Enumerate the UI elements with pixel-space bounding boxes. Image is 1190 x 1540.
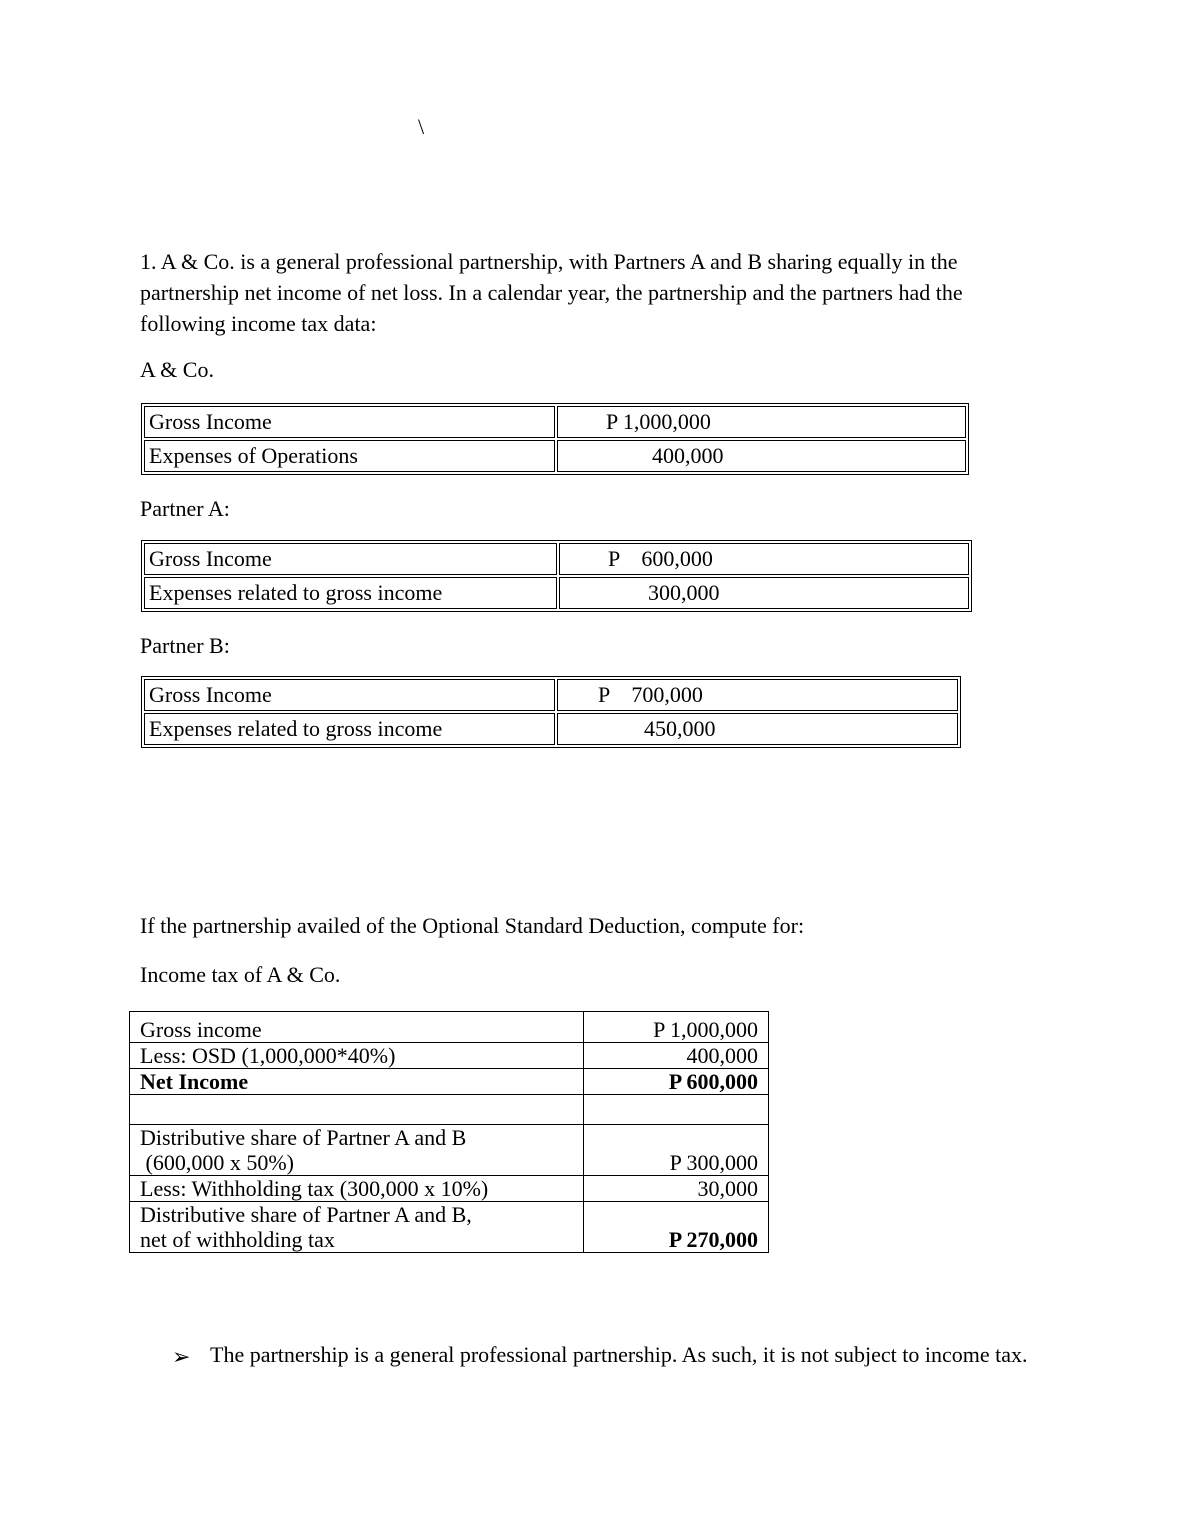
- section-label-partner-a: Partner A:: [140, 496, 230, 521]
- calc-label: Gross income: [130, 1012, 584, 1043]
- partner-b-data-table: [141, 676, 961, 748]
- row-item: Expenses of Operations: [144, 440, 555, 472]
- calc-label: [130, 1095, 584, 1125]
- calc-label-line: Distributive share of Partner A and B: [140, 1125, 467, 1150]
- bullet-note: [172, 1339, 1052, 1370]
- table-row: [130, 1202, 769, 1253]
- table-row: [130, 1125, 769, 1176]
- table-row: [130, 1012, 769, 1043]
- computation-table: [129, 1011, 769, 1253]
- row-item: Expenses related to gross income: [144, 577, 557, 609]
- subquestion-text: Income tax of A & Co.: [140, 962, 341, 987]
- calc-label-line: Distributive share of Partner A and B,: [140, 1202, 472, 1227]
- calc-value: P 1,000,000: [584, 1012, 769, 1043]
- bullet-text: The partnership is a general professional partnership. As such, it is not subject to income tax.: [210, 1342, 1028, 1367]
- calc-label-line: net of withholding tax: [140, 1227, 335, 1252]
- row-amount: 300,000: [559, 577, 969, 609]
- calc-value-final: P 270,000: [584, 1202, 769, 1253]
- section-label-partner-b: Partner B:: [140, 633, 230, 658]
- row-amount: 450,000: [557, 713, 958, 745]
- calc-value-net-income: P 600,000: [584, 1069, 769, 1095]
- calc-label-net-income: Net Income: [130, 1069, 584, 1095]
- calc-value: P 300,000: [584, 1125, 769, 1176]
- row-amount: P 700,000: [557, 679, 958, 711]
- section-label-partnership: A & Co.: [140, 357, 214, 382]
- table-row: [144, 679, 958, 711]
- partner-a-data-table: [141, 540, 972, 612]
- partnership-data-table: [141, 403, 969, 475]
- row-amount: P 600,000: [559, 543, 969, 575]
- calc-label: Less: OSD (1,000,000*40%): [130, 1043, 584, 1069]
- calc-value: 30,000: [584, 1176, 769, 1202]
- row-item: Gross Income: [144, 406, 555, 438]
- table-row: [144, 543, 969, 575]
- table-row: [144, 577, 969, 609]
- arrow-bullet-icon: ➢: [172, 1344, 191, 1369]
- row-item: Gross Income: [144, 543, 557, 575]
- calc-value: [584, 1095, 769, 1125]
- question-text: If the partnership availed of the Optional Standard Deduction, compute for:: [140, 913, 805, 938]
- table-row: [130, 1043, 769, 1069]
- table-row: [130, 1069, 769, 1095]
- row-amount: 400,000: [557, 440, 966, 472]
- calc-label: [130, 1202, 584, 1253]
- row-amount: P 1,000,000: [557, 406, 966, 438]
- table-row: [130, 1176, 769, 1202]
- row-item: Expenses related to gross income: [144, 713, 555, 745]
- table-row-empty: [130, 1095, 769, 1125]
- calc-label-line: (600,000 x 50%): [140, 1150, 294, 1175]
- stray-backslash: \: [418, 114, 425, 139]
- problem-statement: 1. A & Co. is a general professional partnership, with Partners A and B sharing equally in the partnership net income of net loss. In a calendar year, the partnership and the partners had the following income tax data:: [140, 249, 963, 336]
- calc-label: Less: Withholding tax (300,000 x 10%): [130, 1176, 584, 1202]
- row-item: Gross Income: [144, 679, 555, 711]
- table-row: [144, 440, 966, 472]
- calc-value: 400,000: [584, 1043, 769, 1069]
- table-row: [144, 406, 966, 438]
- calc-label: [130, 1125, 584, 1176]
- table-row: [144, 713, 958, 745]
